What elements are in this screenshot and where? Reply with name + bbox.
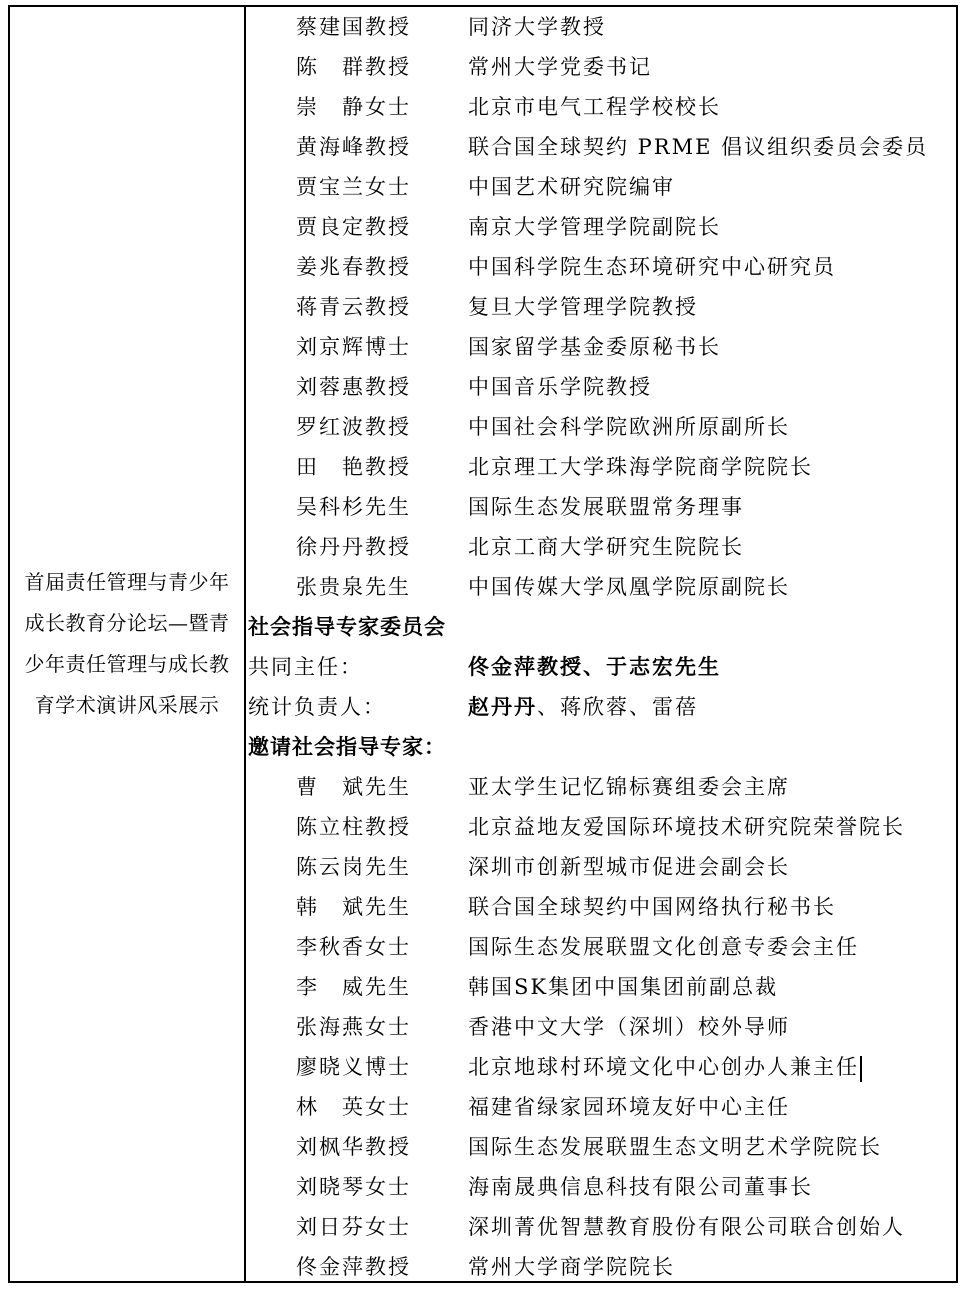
text-cursor <box>860 1056 862 1082</box>
expert-name: 刘晓琴女士 <box>296 1175 411 1199</box>
expert-role: 韩国SK集团中国集团前副总裁 <box>468 975 779 999</box>
expert-role: 福建省绿家园环境友好中心主任 <box>468 1095 790 1119</box>
expert-name: 廖晓义博士 <box>296 1055 411 1079</box>
expert-name: 刘枫华教授 <box>296 1135 411 1159</box>
expert-name: 林 英女士 <box>296 1095 411 1119</box>
expert-role: 香港中文大学（深圳）校外导师 <box>468 1015 790 1039</box>
expert-role: 亚太学生记忆锦标赛组委会主席 <box>468 775 790 799</box>
committee-table <box>8 5 958 1283</box>
expert-name: 贾良定教授 <box>296 215 411 239</box>
stats-value <box>468 687 698 727</box>
expert-name: 徐丹丹教授 <box>296 535 411 559</box>
expert-name: 蒋青云教授 <box>296 295 411 319</box>
expert-name: 陈 群教授 <box>296 55 411 79</box>
stats-value-bold: 赵丹丹 <box>468 694 537 719</box>
expert-name: 刘蓉惠教授 <box>296 375 411 399</box>
expert-role: 北京工商大学研究生院院长 <box>468 535 744 559</box>
expert-name: 佟金萍教授 <box>296 1255 411 1279</box>
expert-role: 常州大学商学院院长 <box>468 1255 675 1279</box>
expert-name: 崇 静女士 <box>296 95 411 119</box>
expert-role: 北京理工大学珠海学院商学院院长 <box>468 455 813 479</box>
expert-name: 刘京辉博士 <box>296 335 411 359</box>
expert-role: 国际生态发展联盟文化创意专委会主任 <box>468 935 859 959</box>
expert-role: 北京地球村环境文化中心创办人兼主任 <box>468 1047 862 1087</box>
expert-name: 曹 斌先生 <box>296 775 411 799</box>
expert-role: 北京益地友爱国际环境技术研究院荣誉院长 <box>468 815 905 839</box>
co-chair-value: 佟金萍教授、于志宏先生 <box>468 654 721 679</box>
expert-role: 北京市电气工程学校校长 <box>468 95 721 119</box>
expert-name: 陈云岗先生 <box>296 855 411 879</box>
expert-role: 国际生态发展联盟生态文明艺术学院院长 <box>468 1135 882 1159</box>
expert-role: 中国科学院生态环境研究中心研究员 <box>468 255 836 279</box>
expert-name: 陈立柱教授 <box>296 815 411 839</box>
event-title: 首届责任管理与青少年成长教育分论坛—暨青少年责任管理与成长教育学术演讲风采展示 <box>24 570 230 717</box>
stats-value-rest: 、蒋欣蓉、雷蓓 <box>537 695 698 719</box>
co-chair-label: 共同主任： <box>248 655 363 679</box>
expert-role: 海南晟典信息科技有限公司董事长 <box>468 1175 813 1199</box>
expert-role: 常州大学党委书记 <box>468 55 652 79</box>
expert-name: 蔡建国教授 <box>296 15 411 39</box>
column-divider <box>244 7 246 1281</box>
expert-name: 贾宝兰女士 <box>296 175 411 199</box>
event-cell <box>10 7 244 1281</box>
expert-role: 中国社会科学院欧洲所原副所长 <box>468 415 790 439</box>
expert-role: 中国音乐学院教授 <box>468 375 652 399</box>
expert-role: 中国传媒大学凤凰学院原副院长 <box>468 575 790 599</box>
expert-role: 国际生态发展联盟常务理事 <box>468 495 744 519</box>
expert-role: 深圳市创新型城市促进会副会长 <box>468 855 790 879</box>
expert-name: 刘日芬女士 <box>296 1215 411 1239</box>
expert-name: 李 威先生 <box>296 975 411 999</box>
expert-name: 韩 斌先生 <box>296 895 411 919</box>
expert-name: 姜兆春教授 <box>296 255 411 279</box>
expert-name: 罗红波教授 <box>296 415 411 439</box>
expert-role: 同济大学教授 <box>468 15 606 39</box>
expert-role: 复旦大学管理学院教授 <box>468 295 698 319</box>
invited-heading: 邀请社会指导专家： <box>248 734 446 759</box>
expert-name: 张贵泉先生 <box>296 575 411 599</box>
expert-role: 国家留学基金委原秘书长 <box>468 335 721 359</box>
stats-label: 统计负责人： <box>248 695 386 719</box>
expert-role: 联合国全球契约中国网络执行秘书长 <box>468 895 836 919</box>
expert-role: 联合国全球契约 PRME 倡议组织委员会委员 <box>468 135 929 159</box>
expert-name: 吴科杉先生 <box>296 495 411 519</box>
expert-name: 张海燕女士 <box>296 1015 411 1039</box>
expert-name: 田 艳教授 <box>296 455 411 479</box>
expert-name: 黄海峰教授 <box>296 135 411 159</box>
expert-role: 深圳菁优智慧教育股份有限公司联合创始人 <box>468 1215 905 1239</box>
committee-heading: 社会指导专家委员会 <box>248 614 446 639</box>
expert-name: 李秋香女士 <box>296 935 411 959</box>
expert-role: 南京大学管理学院副院长 <box>468 215 721 239</box>
expert-role: 中国艺术研究院编审 <box>468 175 675 199</box>
